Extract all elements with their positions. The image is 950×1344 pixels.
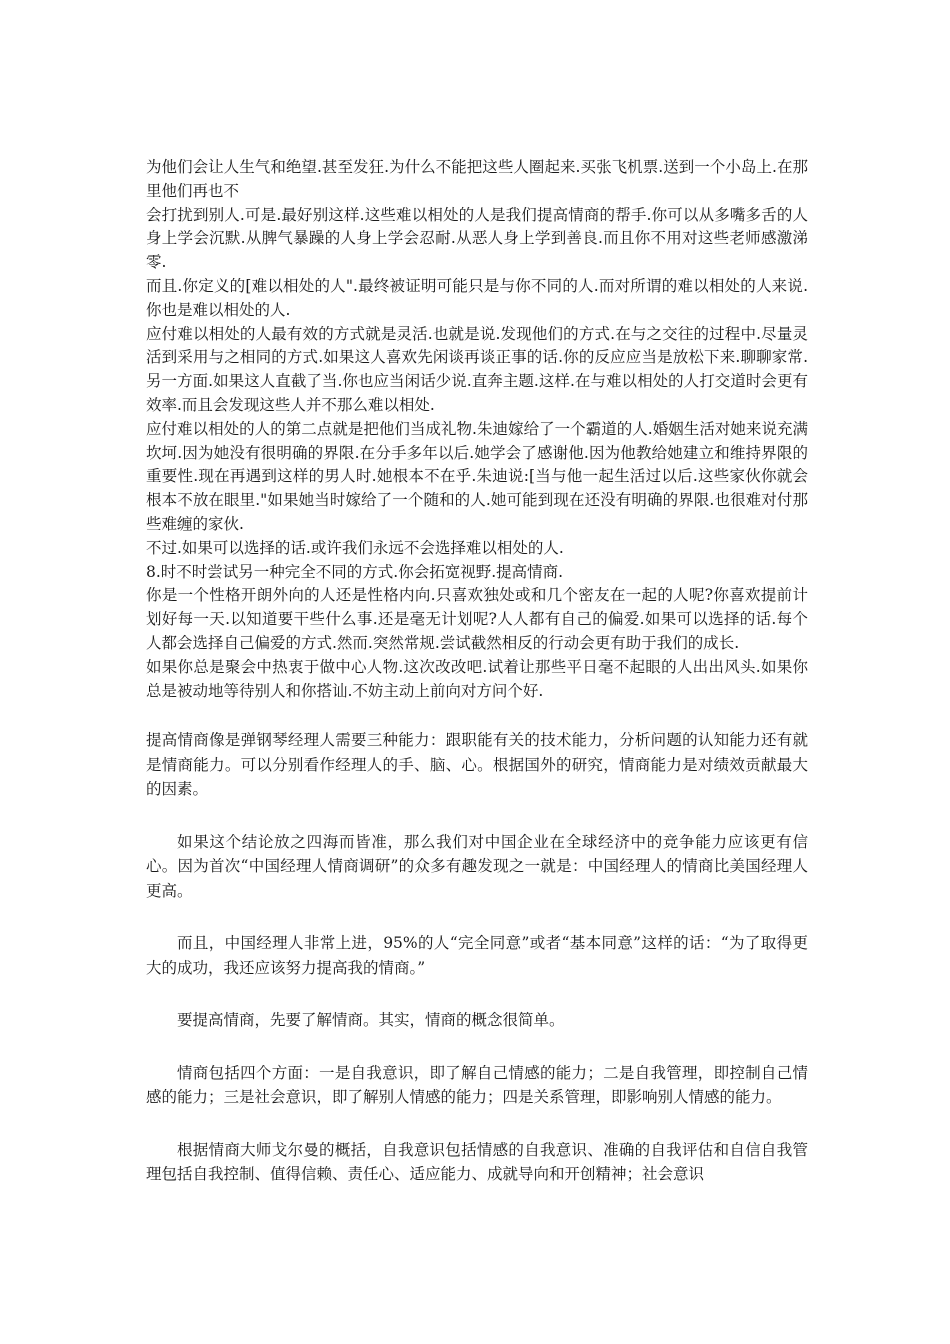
paragraph: 如果这个结论放之四海而皆准，那么我们对中国企业在全球经济中的竞争能力应该更有信心。因为首次“中国经理人情商调研”的众多有趣发现之一就是：中国经理人的情商比美国经理人更高。 <box>146 832 808 900</box>
paragraph: 而且.你定义的[难以相处的人".最终被证明可能只是与你不同的人.而对所谓的难以相处的人来说.你也是难以相处的人. <box>146 276 808 319</box>
paragraph: 应付难以相处的人最有效的方式就是灵活.也就是说.发现他们的方式.在与之交往的过程中.尽量灵活到采用与之相同的方式.如果这人喜欢先闲谈再谈正事的话.你的反应应当是放松下来.聊聊家常.另一方面.如果这人直截了当.你也应当闲话少说.直奔主题.这样.在与难以相处的人打交道时会更有效率.而且会发现这些人并不那么难以相处. <box>146 324 808 414</box>
numbered-tip-heading: 8.时不时尝试另一种完全不同的方式.你会拓宽视野.提高情商. <box>146 562 564 581</box>
paragraph: 为他们会让人生气和绝望.甚至发狂.为什么不能把这些人圈起来.买张飞机票.送到一个小岛上.在那里他们再也不 <box>146 158 808 200</box>
paragraph: 根据情商大师戈尔曼的概括，自我意识包括情感的自我意识、准确的自我评估和自信自我管理包括自我控制、值得信赖、责任心、适应能力、成就导向和开创精神；社会意识 <box>146 1140 808 1184</box>
paragraph: 而且，中国经理人非常上进，95%的人“完全同意”或者“基本同意”这样的话：“为了取得更大的成功，我还应该努力提高我的情商。” <box>146 934 808 977</box>
paragraph: 要提高情商，先要了解情商。其实，情商的概念很简单。 <box>177 1011 565 1030</box>
article-section-difficult-people <box>146 156 808 703</box>
article-section-eq-managers <box>146 728 808 1187</box>
paragraph: 如果你总是聚会中热衷于做中心人物.这次改改吧.试着让那些平日毫不起眼的人出出风头.如果你总是被动地等待别人和你搭讪.不妨主动上前向对方问个好. <box>146 657 808 700</box>
paragraph: 应付难以相处的人的第二点就是把他们当成礼物.朱迪嫁给了一个霸道的人.婚姻生活对她来说充满坎坷.因为她没有很明确的界限.在分手多年以后.她学会了感谢他.因为他教给她建立和维持界限的重要性.现在再遇到这样的男人时.她根本不在乎.朱迪说:[当与他一起生活过以后.这些家伙你就会根本不放在眼里."如果她当时嫁给了一个随和的人.她可能到现在还没有明确的界限.也很难对付那些难缠的家伙. <box>146 419 808 533</box>
paragraph: 你是一个性格开朗外向的人还是性格内向.只喜欢独处或和几个密友在一起的人呢?你喜欢提前计划好每一天.以知道要干些什么事.还是毫无计划呢?人人都有自己的偏爱.如果可以选择的话.每个人都会选择自己偏爱的方式.然而.突然常规.尝试截然相反的行动会更有助于我们的成长. <box>146 586 808 652</box>
paragraph: 会打扰到别人.可是.最好别这样.这些难以相处的人是我们提高情商的帮手.你可以从多嘴多舌的人身上学会沉默.从脾气暴躁的人身上学会忍耐.从恶人身上学到善良.而且你不用对这些老师感激涕零. <box>146 205 808 272</box>
paragraph: 不过.如果可以选择的话.或许我们永远不会选择难以相处的人. <box>146 538 564 557</box>
document-body <box>146 156 808 1187</box>
paragraph: 提高情商像是弹钢琴经理人需要三种能力：跟职能有关的技术能力，分析问题的认知能力还有就是情商能力。可以分别看作经理人的手、脑、心。根据国外的研究，情商能力是对绩效贡献最大的因素。 <box>146 731 808 799</box>
paragraph: 情商包括四个方面：一是自我意识，即了解自己情感的能力；二是自我管理，即控制自己情感的能力；三是社会意识，即了解别人情感的能力；四是关系管理，即影响别人情感的能力。 <box>146 1063 808 1107</box>
